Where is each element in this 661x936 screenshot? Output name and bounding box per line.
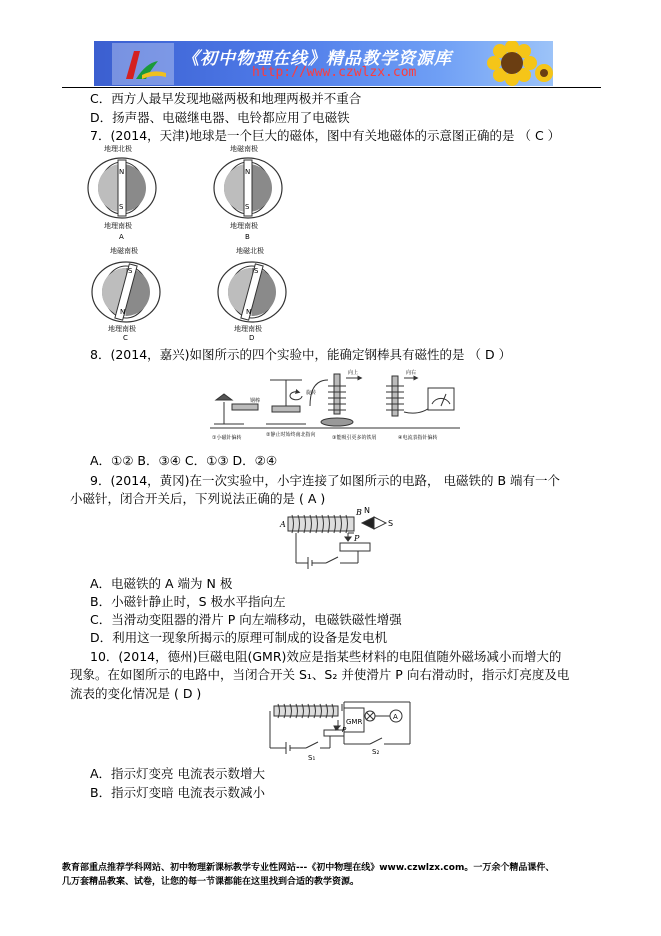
q10-stem-3: 流表的变化情况是 ( D ) [70,686,202,701]
fig7-b-s: S [245,203,250,211]
fig8-experiments [210,366,460,444]
fig8-up-label: 向上 [348,370,359,376]
banner-title: 《初中物理在线》精品教学资源库 [182,49,452,69]
header-rule [62,87,601,88]
q9-option-c: C．当滑动变阻器的滑片 P 向左端移动，电磁铁磁性增强 [90,612,402,627]
q10-option-a: A．指示灯变亮 电流表示数增大 [90,766,266,781]
fig7-a-top: 地理北极 [104,145,132,153]
fig9-s-label: S [388,519,394,528]
q7-stem: 7．(2014，天津)地球是一个巨大的磁体，图中有关地磁体的示意图正确的是 （ C ） [90,128,561,143]
fig9-circuit [278,503,408,573]
fig7-caption-d: D [249,334,255,340]
q8-stem: 8．(2014，嘉兴)如图所示的四个实验中，能确定钢棒具有磁性的是 （ D ） [90,347,512,362]
q9-option-a: A．电磁铁的 A 端为 N 极 [90,576,233,591]
fig7-earth-magnet [86,140,316,340]
fig7-c-s: S [128,267,133,275]
fig7-d-bottom: 地理南极 [234,325,262,333]
fig7-caption-b: B [245,233,250,241]
fig7-panel-d [218,262,286,322]
q10-option-b: B．指示灯变暗 电流表示数减小 [90,785,266,800]
fig10-ammeter-label: A [393,713,398,721]
fig10-circuit [264,700,414,764]
fig8-caption-3: ③能吸引更多的铁屑 [332,435,377,441]
fig8-rotate-label: 旋转 [306,390,317,396]
fig10-s2-label: S₂ [372,748,380,756]
fig7-d-s: S [254,267,259,275]
fig9-p-label: P [354,534,360,543]
fig8-right-label: 向右 [406,370,417,376]
fig7-a-bottom: 地理南极 [104,222,132,230]
fig7-c-bottom: 地理南极 [108,325,136,333]
header-banner [94,41,553,86]
q9-stem-2: 小磁针，闭合开关后，下列说法正确的是 ( A ) [70,491,326,506]
footer-line-2: 几万套精品教案、试卷，让您的每一节课都能在这里找到合适的教学资源。 [62,877,360,887]
fig7-a-s: S [119,203,124,211]
q9-stem-1: 9．(2014，黄冈)在一次实验中，小宇连接了如图所示的电路， 电磁铁的 B 端有一个 [90,473,561,488]
fig9-a-label: A [280,520,286,529]
fig7-a-n: N [119,168,125,176]
fig7-b-n: N [245,168,251,176]
banner-url: http://www.czwlzx.com [252,65,417,80]
fig10-s1-label: S₁ [308,754,316,762]
fig8-caption-2: ②静止时始终南北指向 [266,432,316,438]
q9-option-b: B．小磁针静止时，S 极水平指向左 [90,594,286,609]
logo-icon [112,43,174,85]
q9-option-d: D．利用这一现象所揭示的原理可制成的设备是发电机 [90,630,388,645]
fig9-n-label: N [364,506,370,515]
fig7-b-bottom: 地理南极 [230,222,258,230]
q10-stem-1: 10．(2014，德州)巨磁电阻(GMR)效应是指某些材料的电阻值随外磁场减小而增大的 [90,649,562,664]
fig8-steel-label: 钢棒 [250,398,261,404]
fig10-p-label: P [342,726,347,734]
q6-option-d: D．扬声器、电磁继电器、电铃都应用了电磁铁 [90,110,350,125]
fig7-caption-a: A [119,233,124,241]
fig8-caption-1: ①小磁针偏转 [212,435,242,441]
fig7-b-top: 地磁南极 [230,145,258,153]
footer-line-1: 教育部重点推荐学科网站、初中物理新课标教学专业性网站---《初中物理在线》www.czwlzx.com。一万余个精品课件、 [62,863,555,873]
fig7-panel-c [92,262,160,322]
fig7-d-n: N [246,308,252,316]
fig7-d-top: 地磁北极 [236,247,264,255]
fig7-c-n: N [120,308,126,316]
fig7-caption-c: C [123,334,128,340]
fig7-c-top: 地磁南极 [110,247,138,255]
q6-option-c: C．西方人最早发现地磁两极和地理两极并不重合 [90,91,362,106]
q10-stem-2: 现象。在如图所示的电路中，当闭合开关 S₁、S₂ 并使滑片 P 向右滑动时，指示灯亮度及电 [70,667,570,682]
fig8-caption-4: ④电流表指针偏转 [398,435,438,441]
q8-options: A．①② B．③④ C．①③ D．②④ [90,453,278,468]
sunflower-icon [472,41,553,86]
fig10-gmr-label: GMR [346,718,363,726]
fig9-b-label: B [356,508,362,517]
